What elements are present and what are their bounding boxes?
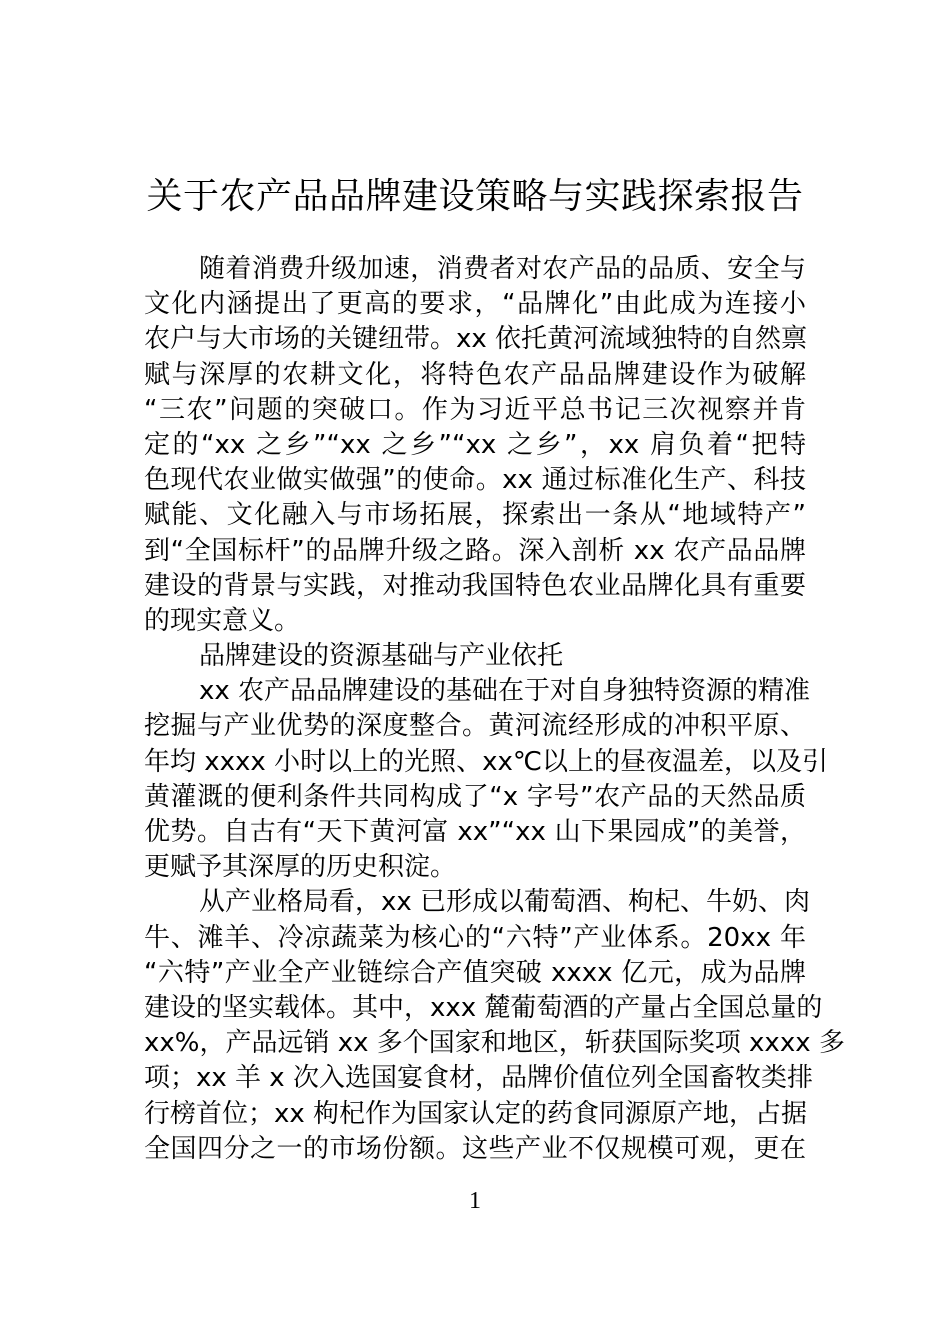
text-line: 的现实意义。 bbox=[144, 605, 301, 636]
text-line: 色现代农业做实做强”的使命。xx 通过标准化生产、科技 bbox=[144, 465, 806, 496]
section-heading bbox=[144, 639, 806, 674]
text-line: 项；xx 羊 x 次入选国宴食材，品牌价值位列全国畜牧类排 bbox=[144, 1063, 813, 1094]
text-line: 牛、滩羊、冷凉蔬菜为核心的“六特”产业体系。20xx 年 bbox=[144, 922, 806, 953]
text-line: 建设的背景与实践，对推动我国特色农业品牌化具有重要 bbox=[144, 570, 806, 601]
page-number: 1 bbox=[469, 1188, 481, 1214]
text-line: 到“全国标杆”的品牌升级之路。深入剖析 xx 农产品品牌 bbox=[144, 535, 806, 566]
text-line: 建设的坚实载体。其中，xxx 麓葡萄酒的产量占全国总量的 bbox=[144, 992, 823, 1023]
text-line: “三农”问题的突破口。作为习近平总书记三次视察并肯 bbox=[144, 394, 806, 425]
text-line: 文化内涵提出了更高的要求，“品牌化”由此成为连接小 bbox=[144, 289, 806, 320]
paragraph bbox=[144, 252, 806, 639]
paragraph bbox=[144, 674, 829, 885]
text-line: 随着消费升级加速，消费者对农产品的品质、安全与 bbox=[199, 254, 806, 284]
document-body bbox=[144, 252, 845, 1167]
text-line: 赋与深厚的农耕文化，将特色农产品品牌建设作为破解 bbox=[144, 359, 806, 390]
text-line: xx 农产品品牌建设的基础在于对自身独特资源的精准 bbox=[199, 676, 811, 707]
text-line: 品牌建设的资源基础与产业依托 bbox=[199, 641, 564, 672]
text-line: 优势。自古有“天下黄河富 xx”“xx 山下果园成”的美誉， bbox=[144, 817, 806, 847]
text-line: 定的“xx 之乡”“xx 之乡”“xx 之乡”，xx 肩负着“把特 bbox=[144, 429, 806, 460]
text-line: “六特”产业全产业链综合产值突破 xxxx 亿元，成为品牌 bbox=[144, 957, 806, 988]
text-line: 从产业格局看，xx 已形成以葡萄酒、枸杞、牛奶、肉 bbox=[199, 887, 811, 918]
text-line: 黄灌溉的便利条件共同构成了“x 字号”农产品的天然品质 bbox=[144, 781, 806, 812]
text-line: 全国四分之一的市场份额。这些产业不仅规模可观，更在 bbox=[144, 1133, 806, 1164]
text-line: xx%，产品远销 xx 多个国家和地区，斩获国际奖项 xxxx 多 bbox=[144, 1028, 845, 1059]
document-title: 关于农产品品牌建设策略与实践探索报告 bbox=[146, 176, 804, 217]
paragraph bbox=[144, 885, 845, 1167]
text-line: 年均 xxxx 小时以上的光照、xx℃以上的昼夜温差，以及引 bbox=[144, 746, 829, 777]
text-line: 农户与大市场的关键纽带。xx 依托黄河流域独特的自然禀 bbox=[144, 324, 808, 355]
text-line: 挖掘与产业优势的深度整合。黄河流经形成的冲积平原、 bbox=[144, 711, 806, 742]
text-line: 行榜首位；xx 枸杞作为国家认定的药食同源原产地，占据 bbox=[144, 1098, 808, 1129]
text-line: 更赋予其深厚的历史积淀。 bbox=[144, 852, 457, 883]
text-line: 赋能、文化融入与市场拓展，探索出一条从“地域特产” bbox=[144, 500, 806, 531]
